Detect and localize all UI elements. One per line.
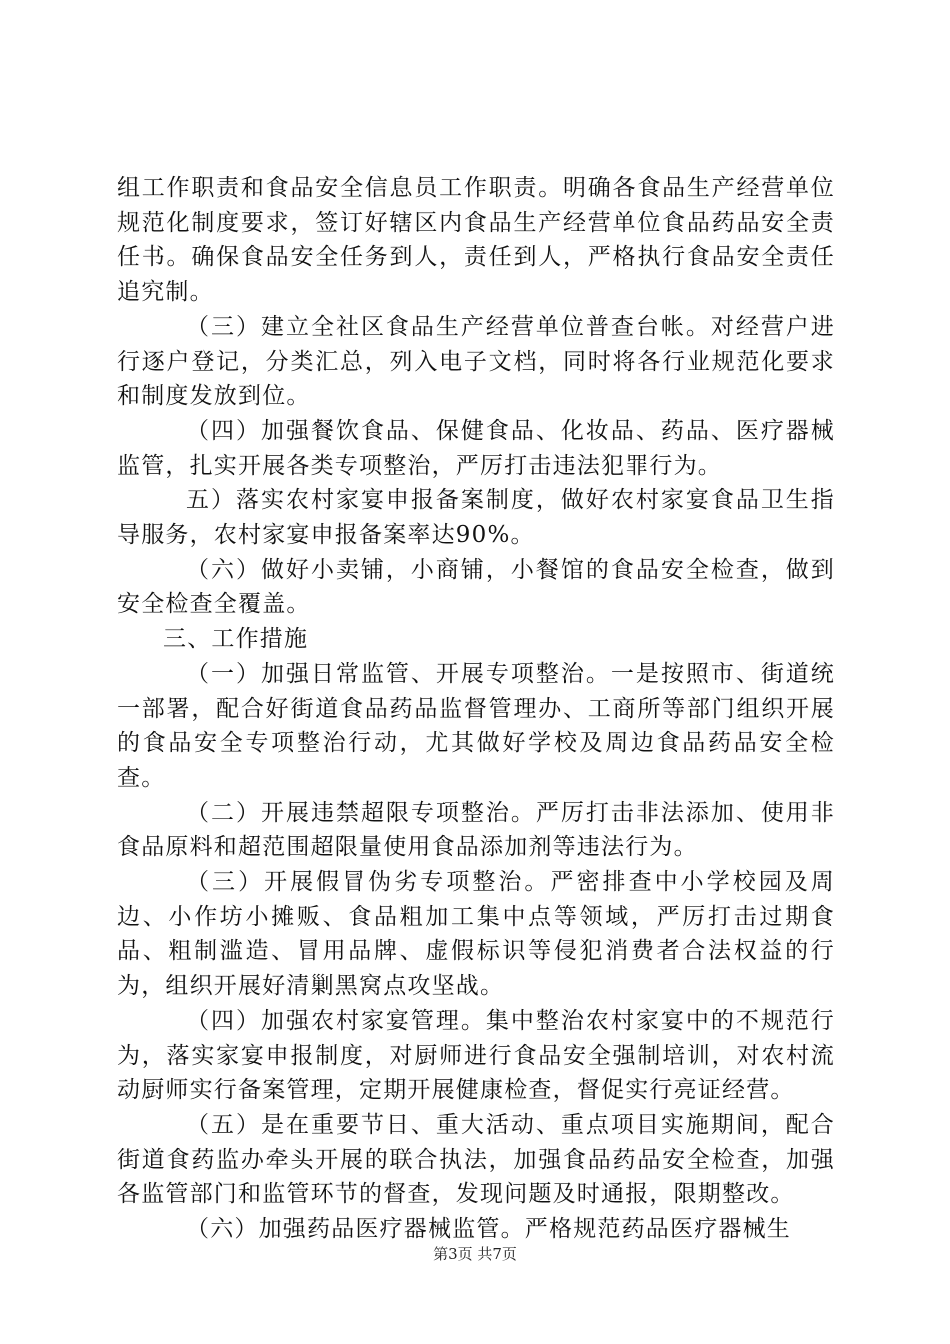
paragraph-item-6: （六）做好小卖铺，小商铺，小餐馆的食品安全检查，做到安全检查全覆盖。	[117, 556, 835, 618]
measure-item-6: （六）加强药品医疗器械监管。严格规范药品医疗器械生	[186, 1216, 791, 1243]
measure-item-3: （三）开展假冒伪劣专项整治。严密排查中小学校园及周边、小作坊小摊贩、食品粗加工集中点等领域，严厉打击过期食品、粗制滥造、冒用品牌、虚假标识等侵犯消费者合法权益的行为，组织开展好清剿黑窝点攻坚战。	[117, 869, 835, 1000]
page-number-footer: 第3页 共7页	[433, 1245, 517, 1263]
measure-item-4: （四）加强农村家宴管理。集中整治农村家宴中的不规范行为，落实家宴申报制度，对厨师进行食品安全强制培训，对农村流动厨师实行备案管理，定期开展健康检查，督促实行亮证经营。	[117, 1007, 835, 1104]
measure-item-1: （一）加强日常监管、开展专项整治。一是按照市、街道统一部署，配合好街道食品药品监督管理办、工商所等部门组织开展的食品安全专项整治行动，尤其做好学校及周边食品药品安全检查。	[117, 660, 835, 791]
paragraph-item-5: 五）落实农村家宴申报备案制度，做好农村家宴食品卫生指导服务，农村家宴申报备案率达90%。	[117, 487, 835, 549]
measure-item-2: （二）开展违禁超限专项整治。严厉打击非法添加、使用非食品原料和超范围超限量使用食品添加剂等违法行为。	[117, 799, 835, 861]
paragraph-item-3: （三）建立全社区食品生产经营单位普查台帐。对经营户进行逐户登记，分类汇总，列入电子文档，同时将各行业规范化要求和制度发放到位。	[117, 313, 835, 410]
measure-item-5: （五）是在重要节日、重大活动、重点项目实施期间，配合街道食药监办牵头开展的联合执法，加强食品药品安全检查，加强各监管部门和监管环节的督查，发现问题及时通报，限期整改。	[117, 1111, 835, 1208]
document-body	[117, 171, 835, 1247]
paragraph-continuation: 组工作职责和食品安全信息员工作职责。明确各食品生产经营单位规范化制度要求，签订好辖区内食品生产经营单位食品药品安全责任书。确保食品安全任务到人，责任到人，严格执行食品安全责任追究制。	[117, 175, 835, 306]
section-heading: 三、工作措施	[163, 626, 309, 653]
paragraph-item-4: （四）加强餐饮食品、保健食品、化妆品、药品、医疗器械监管，扎实开展各类专项整治，严厉打击违法犯罪行为。	[117, 417, 835, 479]
